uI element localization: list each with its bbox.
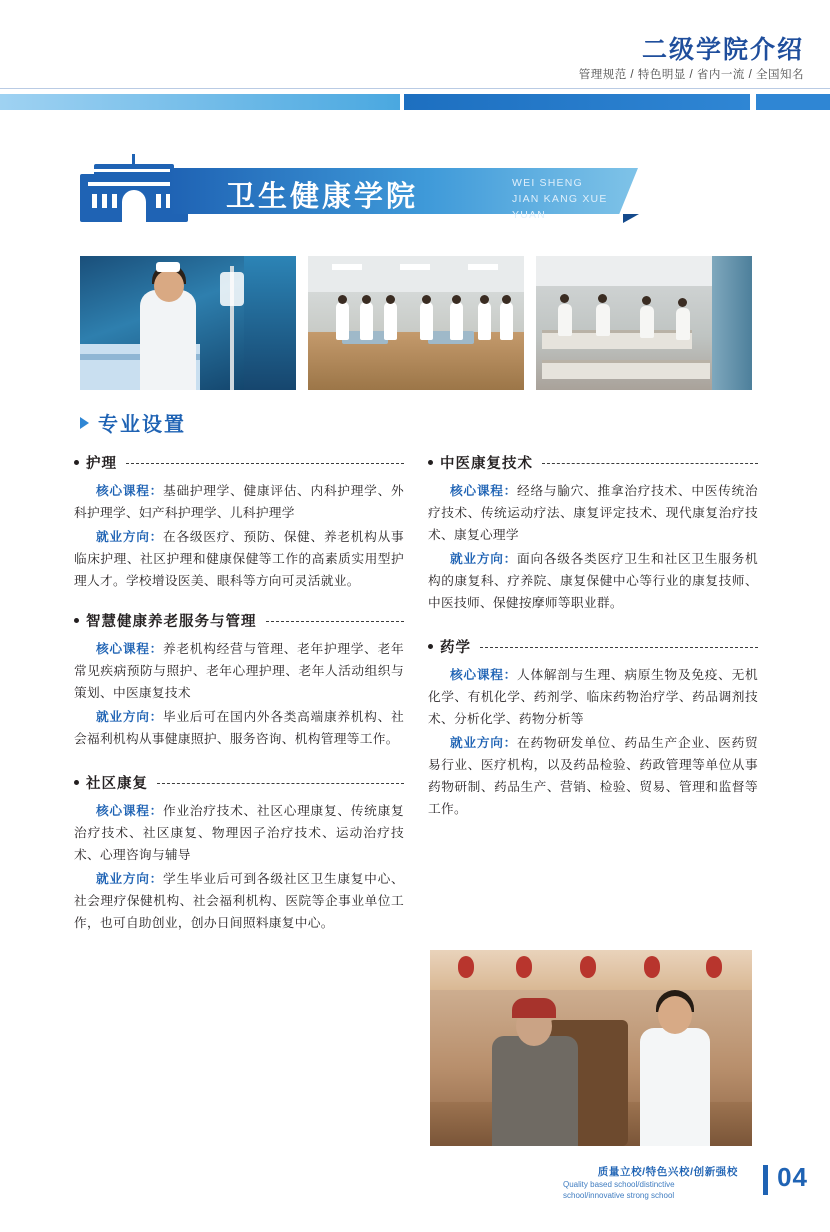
header-color-bars [0,94,830,110]
nursing-training-room-photo [308,256,524,390]
core-courses-text: 人体解剖与生理、病原生物及免疫、无机化学、有机化学、药剂学、临床药物治疗学、药品调剂技术、分析化学、药物分析等 [428,668,758,726]
major-core-courses [428,664,758,730]
nurse-iv-ward-photo [80,256,296,390]
major-employment [74,868,404,934]
core-courses-text: 养老机构经营与管理、老年护理学、老年常见疾病预防与照护、老年心理护理、老年人活动组织与策划、中医康复技术 [74,642,404,700]
major-name: 护理 [86,456,117,472]
bullet-icon [74,460,79,465]
core-courses-text: 基础护理学、健康评估、内科护理学、外科护理学、妇产科护理学、儿科护理学 [74,484,404,520]
core-courses-text: 经络与腧穴、推拿治疗技术、中医传统治疗技术、传统运动疗法、康复评定技术、现代康复治疗技术、康复心理学 [428,484,758,542]
page-subtitle: 管理规范 / 特色明显 / 省内一流 / 全国知名 [578,69,804,81]
page-footer [0,1160,830,1220]
employment-text: 毕业后可在国内外各类高端康养机构、社会福利机构从事健康照护、服务咨询、机构管理等工作。 [74,710,404,746]
major-employment [74,526,404,592]
major-title-row [428,636,758,657]
college-name: 卫生健康学院 [226,181,419,213]
bullet-icon [74,618,79,623]
core-courses-label: 核心课程： [96,642,164,656]
footer-slogan-cn: 质量立校/特色兴校/创新强校 [597,1166,738,1178]
dashed-rule [157,783,404,785]
major-employment [428,732,758,820]
laboratory-bench-photo [536,256,752,390]
employment-label: 就业方向： [96,710,164,724]
major-title-row [428,452,758,473]
core-courses-label: 核心课程： [450,668,518,682]
footer-slogan-en: Quality based school/distinctive school/innovative strong school [563,1180,675,1200]
dashed-rule [542,463,758,465]
major-name: 智慧健康养老服务与管理 [86,614,257,630]
footer-accent-bar [763,1165,768,1195]
dashed-rule [480,647,758,649]
employment-text: 在药物研发单位、药品生产企业、医药贸易行业、医疗机构，以及药品检验、药政管理等单位从事药物研制、药品生产、营销、检验、贸易、管理和监督等工作。 [428,736,758,816]
majors-column-left [74,452,404,952]
header-bar-light [0,94,400,110]
dashed-rule [266,621,405,623]
section-heading-label: 专业设置 [98,414,186,436]
major-title-row [74,772,404,793]
major-block [428,636,758,820]
page-header [0,0,830,120]
section-heading-majors [80,408,186,437]
page-number: 04 [777,1162,808,1192]
bullet-icon [74,780,79,785]
core-courses-label: 核心课程： [450,484,518,498]
college-banner [78,160,638,222]
employment-label: 就业方向： [450,736,518,750]
major-core-courses [74,480,404,524]
dashed-rule [126,463,404,465]
major-employment [74,706,404,750]
majors-column-right [428,452,758,838]
major-core-courses [74,638,404,704]
major-name: 药学 [440,640,471,656]
major-core-courses [74,800,404,866]
college-pinyin-line2: JIAN KANG XUE YUAN [512,193,608,221]
major-block [74,452,404,592]
header-bar-dark [404,94,750,110]
employment-text: 学生毕业后可到各级社区卫生康复中心、社会理疗保健机构、社会福利机构、医院等企事业单位工作，也可自助创业，创办日间照料康复中心。 [74,872,404,930]
major-core-courses [428,480,758,546]
employment-label: 就业方向： [96,872,164,886]
major-title-row [74,610,404,631]
college-pinyin-line1: WEI SHENG [512,177,583,189]
photo-strip [80,256,752,390]
major-block [74,610,404,750]
employment-label: 就业方向： [450,552,518,566]
core-courses-text: 作业治疗技术、社区心理康复、传统康复治疗技术、社区康复、物理因子治疗技术、运动治疗技术、心理咨询与辅导 [74,804,404,862]
employment-text: 在各级医疗、预防、保健、养老机构从事临床护理、社区护理和健康保健等工作的高素质实用型护理人才。学校增设医美、眼科等方向可灵活就业。 [74,530,404,588]
header-bar-right [756,94,830,110]
employment-label: 就业方向： [96,530,164,544]
major-block [74,772,404,934]
triangle-right-icon [80,417,89,429]
major-block [428,452,758,614]
major-name: 中医康复技术 [440,456,533,472]
bullet-icon [428,460,433,465]
major-title-row [74,452,404,473]
college-pinyin [512,175,638,223]
core-courses-label: 核心课程： [96,804,164,818]
major-employment [428,548,758,614]
major-name: 社区康复 [86,776,148,792]
core-courses-label: 核心课程： [96,484,164,498]
bullet-icon [428,644,433,649]
header-divider [0,88,830,89]
employment-text: 面向各级各类医疗卫生和社区卫生服务机构的康复科、疗养院、康复保健中心等行业的康复技师、中医技师、保健按摩师等职业群。 [428,552,758,610]
elderly-care-photo [430,950,752,1146]
page-title: 二级学院介绍 [641,36,804,64]
